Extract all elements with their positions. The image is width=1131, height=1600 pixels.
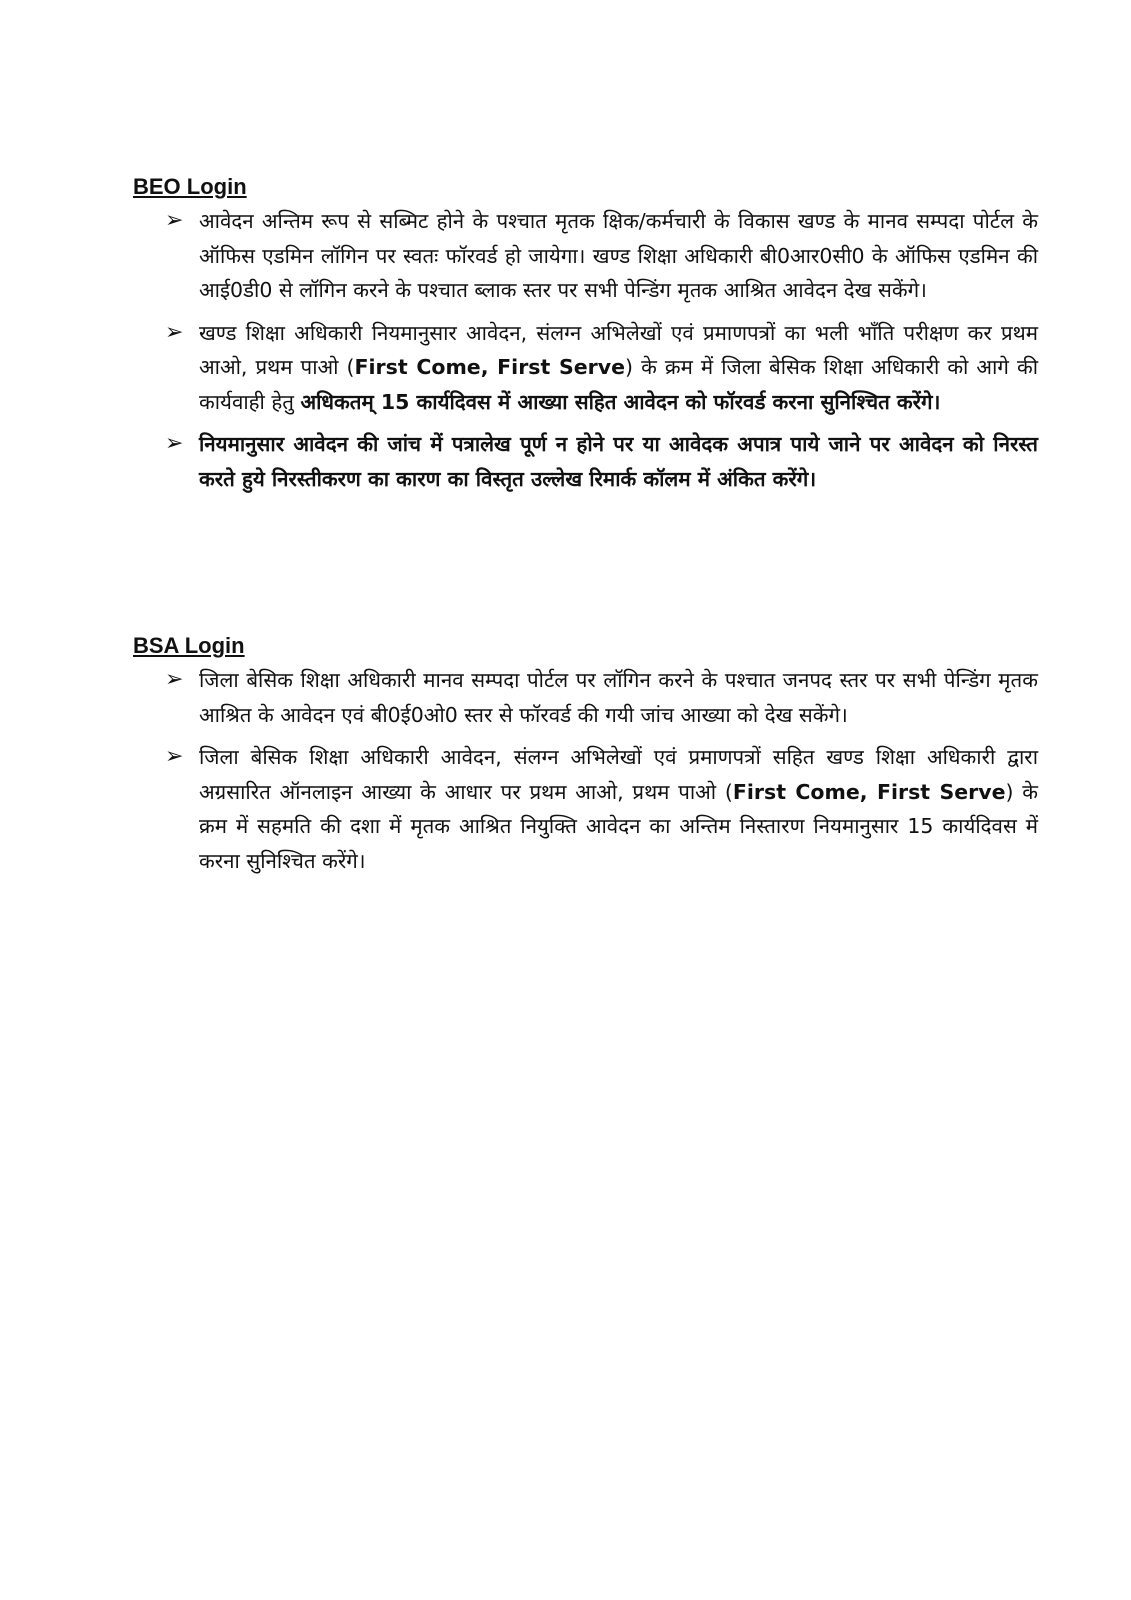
arrow-bullet-icon: ➢ — [165, 431, 184, 456]
beo-bullet-3 — [133, 427, 1038, 496]
beo-bullet-2-text-a: खण्ड शिक्षा अधिकारी नियमानुसार आवेदन, संलग्न अभिलेखों एवं प्रमाणपत्रों का भली भाँति परीक्षण कर प्रथम आओ, प्रथम पाओ ( — [199, 320, 1038, 379]
beo-bullet-2 — [133, 316, 1038, 420]
bsa-bullet-2-text-b: ) के क्रम में सहमति की दशा में मृतक आश्रित नियुक्ति आवेदन का अन्तिम निस्तारण नियमानुसार 15 कार्यदिवस में करना सुनिश्चित करेंगे। — [199, 779, 1039, 873]
bsa-bullet-2 — [133, 740, 1038, 878]
arrow-bullet-icon: ➢ — [165, 744, 184, 769]
arrow-bullet-icon: ➢ — [165, 319, 184, 345]
beo-bullet-2-bold-a: First Come, First Serve — [354, 355, 626, 379]
bsa-login-section — [133, 633, 1038, 886]
bsa-bullet-1-text: जिला बेसिक शिक्षा अधिकारी मानव सम्पदा पोर्टल पर लॉगिन करने के पश्चात जनपद स्तर पर सभी पेन्डिंग मृतक आश्रित के आवेदन एवं बी0ई0ओ0 स्तर से फॉरवर्ड की गयी जांच आख्या को देख सकेंगे। — [199, 668, 1038, 727]
arrow-bullet-icon: ➢ — [165, 208, 184, 233]
bsa-bullet-list — [133, 663, 1038, 878]
beo-bullet-2-text-b: ) के क्रम में जिला बेसिक शिक्षा अधिकारी को आगे की कार्यवाही हेतु — [199, 355, 1039, 414]
beo-login-section — [133, 174, 1038, 504]
beo-bullet-1 — [133, 204, 1038, 308]
beo-bullet-1-text: आवेदन अन्तिम रूप से सब्मिट होने के पश्चात मृतक क्षिक/कर्मचारी के विकास खण्ड के मानव सम्पदा पोर्टल के ऑफिस एडमिन लॉगिन पर स्वतः फॉरवर्ड हो जायेगा। खण्ड शिक्षा अधिकारी बी0आर0सी0 के ऑफिस एडमिन की आई0डी0 से लॉगिन करने के पश्चात ब्लाक स्तर पर सभी पेन्डिंग मृतक आश्रित आवेदन देख सकेंगे। — [199, 209, 1038, 302]
beo-bullet-list — [133, 204, 1038, 496]
bsa-bullet-2-text-a: जिला बेसिक शिक्षा अधिकारी आवेदन, संलग्न अभिलेखों एवं प्रमाणपत्रों सहित खण्ड शिक्षा अधिकारी द्वारा अग्रसारित ऑनलाइन आख्या के आधार पर प्रथम आओ, प्रथम पाओ ( — [199, 745, 1038, 804]
beo-bullet-3-text: नियमानुसार आवेदन की जांच में पत्रालेख पूर्ण न होने पर या आवेदक अपात्र पाये जाने पर आवेदन को निरस्त करते हुये निरस्तीकरण का कारण का विस्तृत उल्लेख रिमार्क कॉलम में अंकित करेंगे। — [199, 432, 1038, 491]
bsa-bullet-1 — [133, 663, 1038, 732]
bsa-bullet-2-bold: First Come, First Serve — [732, 779, 1006, 804]
beo-login-heading: BEO Login — [133, 174, 247, 199]
arrow-bullet-icon: ➢ — [165, 667, 184, 692]
bsa-login-heading: BSA Login — [133, 633, 245, 658]
beo-bullet-2-bold-b: अधिकतम् 15 कार्यदिवस में आख्या सहित आवेदन को फॉरवर्ड करना सुनिश्चित करेंगे। — [300, 389, 941, 414]
